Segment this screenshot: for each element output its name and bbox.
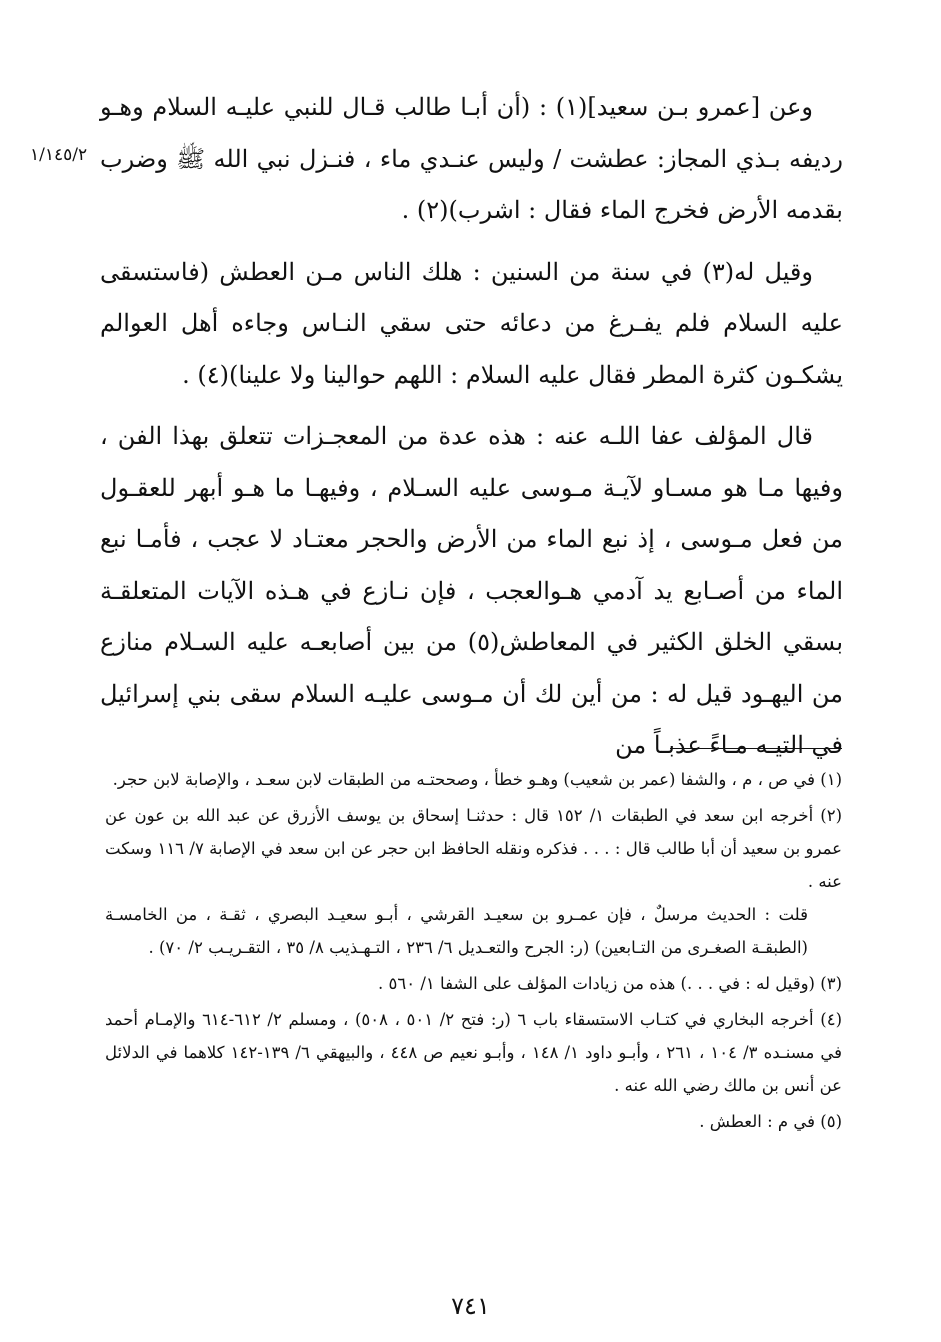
footnotes: [105, 763, 842, 1141]
footnote-text: في م : العطش .: [699, 1112, 815, 1131]
footnote-number: (٤): [820, 1010, 842, 1029]
footnote-number: (١): [820, 770, 842, 789]
paragraph-hadith-abu-talib: وعن [عمرو بـن سعيد](١) : (أن أبـا طالب قـال للنبي عليـه السلام وهـو رديفه بـذي المجاز: عطشت / وليس عنـدي ماء ، فنـزل نبي الله ﷺ وضرب بقدمه الأرض فخرج الماء فقال : اشرب)(٢) .: [100, 93, 844, 224]
footnote-2: [105, 799, 842, 964]
paragraph-istisqa: وقيل له(٣) في سنة من السنين : هلك الناس مـن العطش (فاستسقى عليه السلام فلم يفـرغ من دعائه حتى سقي النـاس وجاءه أهل العوالم يشكـون كثرة المطر فقال عليه السلام : اللهم حوالينا ولا علينا)(٤) .: [100, 257, 843, 389]
footnote-number: (٢): [820, 806, 843, 825]
footnote-text: (وقيل له : في . . .) هذه من زيادات المؤلف على الشفا ١/ ٥٦٠ .: [378, 974, 815, 993]
footnote-3: [105, 967, 842, 1000]
footnote-number: (٣): [820, 974, 842, 993]
footnote-number: (٥): [820, 1112, 842, 1131]
footnote-text: أخرجه ابن سعد في الطبقات ١/ ١٥٢ قال : حدثنـا إسحاق بن يوسف الأزرق عن عبد الله بن عون عن عمرو بن سعيد أن أبا طالب قال : . . . فذكره ونقله الحافظ ابن حجر عن ابن سعد في الإصابة ٧/ ١١٦ وسكت عنه .: [105, 806, 843, 891]
footnote-separator: [670, 748, 842, 749]
footnote-5: [105, 1105, 842, 1138]
main-text: [100, 82, 843, 782]
page-number: ٧٤١: [451, 1292, 490, 1320]
footnote-text: أخرجه البخاري في كتـاب الاستسقاء باب ٦ (ر: فتح ٢/ ٥٠١ ، ٥٠٨) ، ومسلم ٢/ ٦١٢-٦١٤ والإمـام أحمد في مسنـده ٣/ ١٠٤ ، ٢٦١ ، وأبـو داود ١/ ١٤٨ ، وأبـو نعيم ص ٤٤٨ ، والبيهقي ٦/ ١٣٩-١٤٢ كلاهما في الدلائل عن أنس بن مالك رضي الله عنه .: [105, 1010, 842, 1095]
footnote-text-continued: قلت : الحديث مرسلٌ ، فإن عمـرو بن سعيـد القرشي ، أبـو سعيـد البصري ، ثقـة ، من الخامسـة (الطبقـة الصغـرى من التـابعين) (ر: الجرح والتعـديل ٦/ ٢٣٦ ، التـهـذيب ٨/ ٣٥ ، التقـريـب ٢/ ٧٠) .: [105, 905, 808, 957]
paragraph-author-commentary: قال المؤلف عفا اللـه عنه : هذه عدة من المعجـزات تتعلق بهذا الفن ، وفيها مـا هو مسـاو لآيـة مـوسى عليه السـلام ، وفيهـا ما هـو أبهر للعقـول من فعل مـوسى ، إذ نبع الماء من الأرض والحجر معتـاد لا عجب ، فأمـا نبع الماء من أصـابع يد آدمي هـوالعجب ، فإن نـازع في هـذه الآيات المتعلقـة بسقي الخلق الكثير في المعاطش(٥) من بين أصابعـه عليه السـلام منازع من اليهـود قيل له : من أين لك أن مـوسى عليـه السلام سقى بني إسرائيل في التيـه مـاءً عذبـاً من: [100, 422, 843, 759]
footnote-text: في ص ، م ، والشفا (عمر بن شعيب) وهـو خطأ ، وصححتـه من الطبقات لابن سعـد ، والإصابة لابن حجر.: [112, 770, 815, 789]
footnote-4: [105, 1003, 842, 1102]
footnote-1: [105, 763, 842, 796]
margin-manuscript-reference: ١/١٤٥/٢: [30, 145, 88, 165]
